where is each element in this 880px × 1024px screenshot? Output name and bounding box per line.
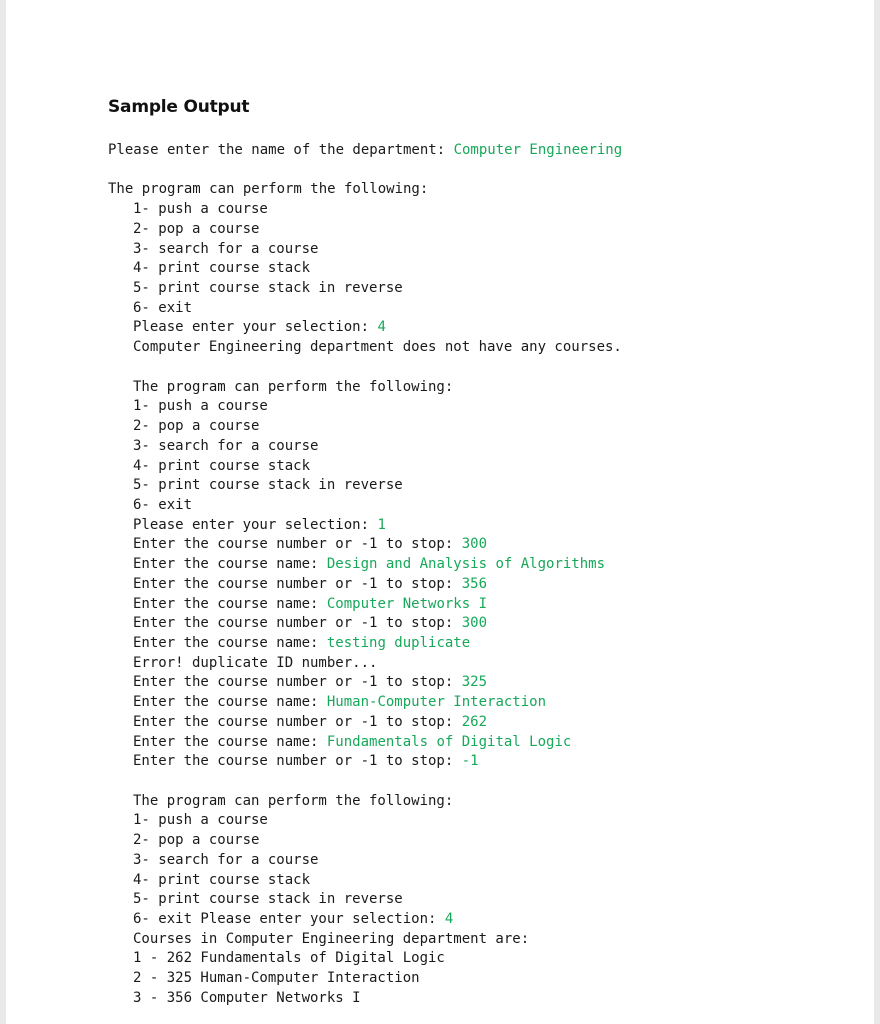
prompt-text: 3- search for a course [133, 851, 319, 868]
prompt-text: Enter the course number or -1 to stop: [133, 536, 462, 553]
prompt-text: 2 - 325 Human-Computer Interaction [133, 970, 420, 987]
console-line [108, 713, 868, 733]
console-line [108, 417, 868, 437]
prompt-text: 6- exit [133, 496, 193, 513]
prompt-text: 5- print course stack in reverse [133, 891, 403, 908]
prompt-text: Please enter your selection: [133, 516, 378, 533]
console-line [108, 890, 868, 910]
console-line [108, 378, 868, 398]
console-line [108, 654, 868, 674]
console-line [108, 299, 868, 319]
console-line [108, 180, 868, 200]
document-page [6, 0, 874, 1024]
console-line [108, 516, 868, 536]
prompt-text: 4- print course stack [133, 260, 311, 277]
console-line [108, 673, 868, 693]
console-line [108, 318, 868, 338]
console-line [108, 259, 868, 279]
console-line [108, 949, 868, 969]
prompt-text: Enter the course name: [133, 556, 327, 573]
section-heading: Sample Output [108, 97, 250, 117]
prompt-text: 3- search for a course [133, 437, 319, 454]
console-line [108, 496, 868, 516]
console-line [108, 930, 868, 950]
console-line [108, 989, 868, 1009]
prompt-text: Enter the course name: [133, 595, 327, 612]
prompt-text: 5- print course stack in reverse [133, 280, 403, 297]
prompt-text: Computer Engineering department does not have any courses. [133, 339, 622, 356]
user-input-text: 300 [461, 615, 488, 632]
console-line [108, 634, 868, 654]
user-input-text: testing duplicate [326, 634, 471, 651]
blank-line [108, 358, 868, 378]
console-line [108, 792, 868, 812]
prompt-text: Enter the course number or -1 to stop: [133, 713, 462, 730]
user-input-text: Computer Networks I [326, 595, 488, 612]
console-line [108, 555, 868, 575]
prompt-text: Please enter your selection: [133, 319, 378, 336]
console-line [108, 595, 868, 615]
prompt-text: Courses in Computer Engineering department are: [133, 930, 530, 947]
user-input-text: Computer Engineering [453, 142, 623, 158]
prompt-text: Please enter the name of the department: [108, 142, 454, 158]
console-line [108, 437, 868, 457]
blank-line [108, 772, 868, 792]
user-input-text: 262 [461, 713, 488, 730]
console-line [108, 733, 868, 753]
console-line [108, 220, 868, 240]
prompt-text: Enter the course number or -1 to stop: [133, 674, 462, 691]
user-input-text: Design and Analysis of Algorithms [326, 556, 606, 573]
console-line [108, 535, 868, 555]
user-input-text: 4 [444, 911, 454, 928]
user-input-text: 356 [461, 575, 488, 592]
prompt-text: The program can perform the following: [133, 792, 454, 809]
console-line [108, 476, 868, 496]
prompt-text: 1- push a course [133, 398, 268, 415]
console-line [108, 457, 868, 477]
prompt-text: Enter the course name: [133, 694, 327, 711]
prompt-text: 4- print course stack [133, 457, 311, 474]
user-input-text: Human-Computer Interaction [326, 694, 547, 711]
user-input-text: 1 [377, 516, 386, 533]
user-input-text: 4 [377, 319, 386, 336]
console-line [108, 969, 868, 989]
prompt-text: 5- print course stack in reverse [133, 477, 403, 494]
prompt-text: 6- exit [133, 299, 193, 316]
user-input-text: 325 [461, 674, 488, 691]
console-line [108, 575, 868, 595]
console-line [108, 279, 868, 299]
console-line [108, 614, 868, 634]
console-line [108, 831, 868, 851]
console-line [108, 811, 868, 831]
prompt-text: 1 - 262 Fundamentals of Digital Logic [133, 950, 445, 967]
prompt-text: 1- push a course [133, 812, 268, 829]
prompt-text: Error! duplicate ID number... [133, 654, 378, 671]
console-line [108, 871, 868, 891]
user-input-text: Fundamentals of Digital Logic [326, 733, 572, 750]
console-line [108, 200, 868, 220]
console-line [108, 397, 868, 417]
prompt-text: Enter the course number or -1 to stop: [133, 753, 462, 770]
prompt-text: 3- search for a course [133, 240, 319, 257]
console-output [108, 141, 868, 1009]
prompt-text: Enter the course number or -1 to stop: [133, 575, 462, 592]
prompt-text: Enter the course number or -1 to stop: [133, 615, 462, 632]
console-line [108, 240, 868, 260]
user-input-text: -1 [461, 753, 479, 770]
prompt-text: 4- print course stack [133, 871, 311, 888]
prompt-text: 2- pop a course [133, 220, 260, 237]
console-line [108, 910, 868, 930]
prompt-text: 1- push a course [133, 201, 268, 218]
console-line [108, 752, 868, 772]
prompt-text: 2- pop a course [133, 418, 260, 435]
prompt-text: The program can perform the following: [133, 378, 454, 395]
user-input-text: 300 [461, 536, 488, 553]
console-line [108, 141, 868, 161]
prompt-text: Enter the course name: [133, 733, 327, 750]
console-line [108, 338, 868, 358]
console-line [108, 693, 868, 713]
blank-line [108, 161, 868, 181]
prompt-text: The program can perform the following: [108, 181, 429, 198]
prompt-text: 6- exit Please enter your selection: [133, 911, 445, 928]
prompt-text: 2- pop a course [133, 832, 260, 849]
console-line [108, 851, 868, 871]
prompt-text: Enter the course name: [133, 634, 327, 651]
prompt-text: 3 - 356 Computer Networks I [133, 989, 361, 1006]
